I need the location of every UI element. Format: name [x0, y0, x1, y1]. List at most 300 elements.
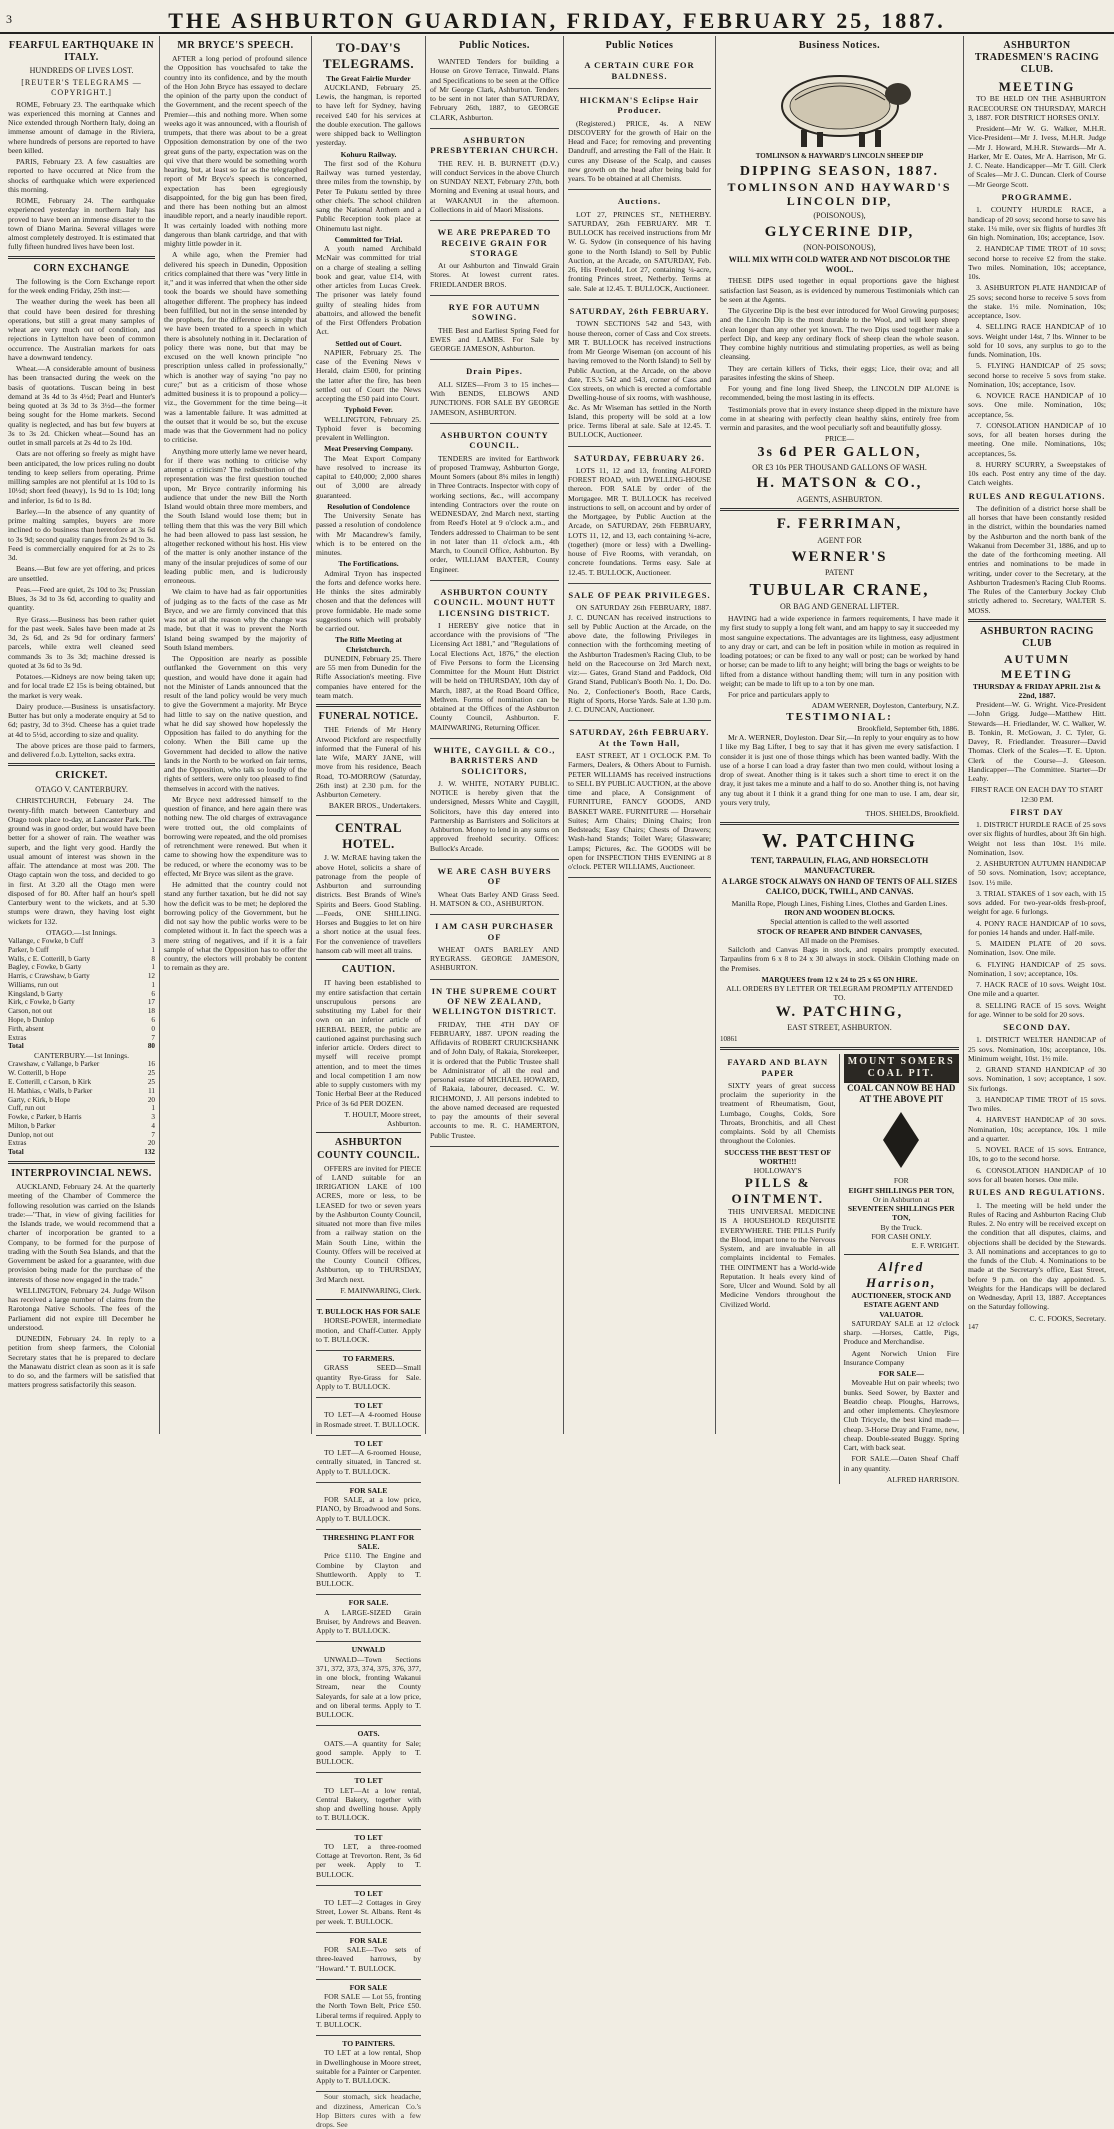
- notice-ad: [430, 296, 559, 360]
- notice-ad: [316, 1530, 421, 1596]
- notice-text: TO LET—A 4-roomed House in Rosmade street. T. BULLOCK.: [316, 1410, 421, 1429]
- programme-heading: PROGRAMME.: [1001, 191, 1073, 202]
- runs: 17: [147, 998, 155, 1007]
- testimonial-heading: TESTIMONIAL:: [786, 710, 893, 723]
- column-auctions: [564, 36, 716, 1434]
- patching-para: Sailcloth and Canvas Bags in stock, and repairs promptly executed. Tarpaulins from 6 x 8 to 24 x 30 always in stock. Oilskin Clothing made on the Premises.: [720, 945, 959, 973]
- runs: 18: [147, 1007, 155, 1016]
- corn-para: Barley.—In the absence of any quantity of prime malting samples, buyers are more inclined to do business than heretofore at 3s 6d to 3s 9d; second quality ranges from 2s 9d to 3s. Feed is commercially enquired for at 2s to 2s 3d.: [8, 506, 156, 563]
- patching-line: ALL ORDERS BY LETTER OR TELEGRAM PROMPTLY ATTENDED TO.: [726, 984, 953, 1003]
- fayard-text: SIXTY years of great success proclaim the superiority in the treatment of Rheumatism, Gout, Lumbago, Coughs, Colds, Sore Throats, Bronchitis, and all Chest complaints. Sold by all Chemists throughout the Colonies.: [720, 1080, 836, 1146]
- editorial-para: Mr Bryce next addressed himself to the question of finance, and here again there was nothing new. The old charges of extravagance were trotted out, the old complaints of borrowing were repeated, and the old promises of retrenchment were renewed. But when it came to showing how the expenditure was to be reduced, or where the economy was to be effected, Mr Bryce was silent as the grave.: [164, 794, 307, 878]
- notice-ad: [316, 1595, 421, 1642]
- race-entry: 3. TRIAL STAKES of 1 sov each, with 15 sovs added. For two-year-olds fresh-proof, weight for age. 6 furlongs.: [968, 888, 1106, 917]
- telegram-heading: Resolution of Condolence: [327, 501, 410, 511]
- notice-heading: SATURDAY, 26th FEBRUARY. At the Town Hall,: [569, 727, 710, 748]
- divider: [844, 1254, 960, 1255]
- ad-number: 147: [968, 1322, 979, 1331]
- testimonial-date: Brookfield, September 6th, 1886.: [857, 723, 959, 733]
- column-editorial: [160, 36, 312, 1434]
- notice-heading: OATS.: [357, 1729, 380, 1739]
- score-row: [8, 981, 155, 990]
- score-row: [8, 946, 155, 955]
- race-entry: 4. HARVEST HANDICAP of 30 sovs. Nomination, 10s; acceptance, 10s. 1 mile and a quarter.: [968, 1115, 1106, 1143]
- notice-heading: TO LET: [354, 1888, 383, 1898]
- patching-line: IRON AND WOODEN BLOCKS.: [784, 908, 895, 918]
- column-business: [716, 36, 964, 1484]
- batsman: Garty, c Kirk, b Hope: [8, 1095, 71, 1104]
- editorial-para: Anything more utterly lame we never heard, for if there was nothing to criticise why attempt a criticism? The redistribution of the representation was the first question touched upon, Mr Bryce contrarily informing his audience that under the new Bill the North Island would obtain three more members, and the South Island would lose them; but in telling them that this was the very Bill which he had been allowed to pass last session, he altogether reckoned without his host. His view of the matter is only another instance of the many of the insular prejudices of some of our leading public men, and is ludicrously erroneous.: [164, 446, 307, 586]
- notice-heading: WE ARE CASH BUYERS OF: [437, 865, 552, 887]
- editorial-para: A while ago, when the Premier had delivered his speech in Dunedin, Opposition critics complained that there was "very little in it," and it was inferred that when the other side took the boards we should have something altogether different. The prophecy has indeed been fulfilled, but not in the sense intended by the prophets, for the difference is simply that we have been treated to a speech in which there is absolutely nothing in it. Declaration of policy there was none, but that may be excused on the well known principle "no prescription unless called in professionally," which is another way of saying "no pay no cure;" but as a criticism of those whose admitted business it is to propound a policy—viz., the Government for the time being—it was a lamentable failure. It was admitted at the outset that it would be so, but the excuse made was that the Government had no policy to criticise.: [164, 250, 307, 445]
- telegram-text: NAPIER, February 25. The case of the Evening News v Herald, claim £500, for printing the latter after the fire, has been settled out of Court the News accepting the £50 paid into Court.: [316, 347, 421, 404]
- patching-address: EAST STREET, ASHBURTON.: [787, 1022, 892, 1032]
- notice-ad: [568, 721, 711, 878]
- werner-para: For price and particulars apply to: [728, 690, 830, 700]
- harrison-heading: Alfred Harrison,: [866, 1259, 937, 1291]
- autumn-officers: President—W. G. Wright. Vice-President—John Grigg. Judge—Matthew Hitt. Stewards—H. Friedlander, W. C. Walker, W. B. Tonkin, R. McGowan, J. C. Tyler, G. Davey, R. Friedlander. Treasurer—David Thomas. Clerk of the Scales—T. E. Upton. Clerk of the Course—J. Gleeson. Handicapper—The Committee. Starter—Dr Leahy.: [968, 700, 1106, 784]
- pills-heading: PILLS & OINTMENT.: [731, 1175, 824, 1207]
- notice-text: TO LET—At a low rental, Central Bakery, together with shop and dwelling house. Apply to T. BULLOCK.: [316, 1785, 421, 1823]
- notice-ad: [430, 980, 559, 1147]
- notice-ad: [568, 89, 711, 190]
- testimonial-signature: THOS. SHIELDS, Brookfield.: [865, 809, 959, 819]
- notice-text: EAST STREET, AT 1 O'CLOCK P.M. To Farmers, Dealers, & Others About to Furnish. PETER WILLIAMS has received instructions to SELL BY PUBLIC AUCTION, at the above time and place, A Consignment of FURNITURE, FANCY GOODS, AND BASKET WARE. FURNITURE — Horsehair Suites; Arm Chairs; Dining Chairs; Iron Bedsteads; Easy Chairs; Chests of Drawers; Wash-hand Stands; Toilet Ware; Glassware; Lamps; Pictures, &c. The GOODS will be open for INSPECTION THIS EVENING at 8 o'clock. PETER WILLIAMS, Auctioneer.: [568, 751, 711, 872]
- harrison-signature: ALFRED HARRISON.: [886, 1474, 959, 1484]
- harrison-text: SATURDAY SALE at 12 o'clock sharp. —Horses, Cattle, Pigs, Produce and Merchandise.: [843, 1318, 959, 1347]
- batsman: Milton, b Parker: [8, 1121, 56, 1130]
- notice-heading: IN THE SUPREME COURT OF NEW ZEALAND, WELLINGTON DISTRICT.: [431, 985, 558, 1017]
- racing-signature: C. C. FOOKS, Secretary.: [1029, 1313, 1106, 1323]
- notice-text: Price £110. The Engine and Combine by Clayton and Shuttleworth. Apply to T. BULLOCK.: [316, 1551, 421, 1589]
- divider: [316, 1299, 421, 1300]
- patching-stock: A LARGE STOCK ALWAYS ON HAND OF TENTS OF ALL SIZES CALICO, DUCK, TWILL, AND CANVAS.: [721, 877, 958, 897]
- notice-text: FOR SALE, at a low price, PIANO, by Broadwood and Sons. Apply to T. BULLOCK.: [316, 1495, 421, 1523]
- dip-para: THESE DIPS used together in equal proportions gave the highest satisfaction last Season, as is evidenced by numerous Testimonials which can be seen at the Agents.: [720, 276, 959, 304]
- masthead-title: THE ASHBURTON GUARDIAN, FRIDAY, FEBRUARY 25, 1887.: [168, 8, 946, 33]
- runs: 1: [151, 963, 155, 972]
- rules-heading: RULES AND REGULATIONS.: [968, 490, 1106, 501]
- notice-heading: ASHBURTON COUNTY COUNCIL. MOUNT HUTT LICENSING DISTRICT.: [433, 586, 556, 618]
- coal-for: FOR: [893, 1176, 909, 1186]
- racing-club-heading: ASHBURTON TRADESMEN'S RACING CLUB.: [974, 40, 1100, 76]
- patching-line: All made on the Premises.: [799, 935, 880, 945]
- testimonial-text: Mr A. WERNER, Doyleston. Dear Sir,—In reply to your enquiry as to how I like my Bag Lifter, I beg to say that it has given me every satisfaction. I consider it is just one of those things which has been wanted badly. With the use of a horse I can load a dray faster than two men could, without losing a drop of sweat. Another thing is it takes such a short time to erect it on the dray, it just takes me a minute and a half to do so. Another thing is, not having any tug about it I think it a grand thing for one man to use. I am, dear sir, yours very truly,: [720, 733, 959, 807]
- batsman: Fowke, c Parker, b Harris: [8, 1113, 82, 1122]
- patching-line: STOCK OF REAPER AND BINDER CANVASES,: [757, 926, 922, 936]
- notice-ad: [316, 1726, 421, 1773]
- cricket-heading: CRICKET.: [55, 770, 108, 782]
- notice-ad: [316, 1483, 421, 1530]
- corn-para: The following is the Corn Exchange report for the week ending Friday, 25th inst:—: [8, 276, 155, 296]
- race-entry: 5. NOVEL RACE of 15 sovs. Entrance, 10s, to go to the second horse.: [968, 1145, 1106, 1164]
- council-heading: ASHBURTON COUNTY COUNCIL.: [317, 1137, 420, 1161]
- public-notices-heading: Public Notices.: [459, 40, 530, 51]
- rules2-heading: RULES AND REGULATIONS.: [968, 1187, 1106, 1198]
- coal-and-harrison-ads: [844, 1054, 960, 1484]
- notice-text: THE Best and Earliest Spring Feed for EWES and LAMBS. For Sale by GEORGE JAMESON, Ashburton.: [430, 325, 559, 354]
- dip-para: Testimonials prove that in every instance sheep dipped in the mixture have come in at shearing with perfectly clean healthy skins, entirely free from vermin and parasites, and the wool peculiarly soft and beautifully glossy.: [720, 404, 959, 433]
- public-notices-heading: Public Notices: [605, 40, 674, 51]
- score-row: [8, 1096, 155, 1105]
- corn-para: Peas.—Feed are quiet, 2s 10d to 3s; Prussian Blues, 3s 3d to 3s 6d, according to quality and quantity.: [8, 584, 155, 613]
- column-public-notices: [426, 36, 564, 1434]
- canterbury-score-table: [8, 1060, 155, 1157]
- notice-heading: SATURDAY, FEBRUARY 26.: [574, 452, 705, 463]
- first-race-note: FIRST RACE ON EACH DAY TO START 12:30 P.M.: [970, 785, 1104, 804]
- score-row: [8, 1131, 155, 1140]
- notice-text: I HEREBY give notice that in accordance with the provisions of "The Licensing Act 1881," and "Regulations of Local Elections Act, 1876," the election of Five Persons to form the Licensing Committee for the Mount Hutt District will be held on THURSDAY, 10th day of March, 1887, at the Road Board Office, Methven. Forms of nomination can be obtained at the Offices of the Ashburton County Council, Ashburton. F. MAINWARING, Returning Officer.: [430, 620, 559, 732]
- race-entry: 1. DISTRICT HURDLE RACE of 25 sovs over six flights of hurdles, about 3ft 6in high. Weight not less than 10st. 1½ mile. Nomination, 1sov.: [968, 820, 1106, 857]
- race-entry: 8. SELLING RACE of 15 sovs. Weight for age. Winner to be sold for 20 sovs.: [968, 1000, 1106, 1019]
- race-entry: 4. SELLING RACE HANDICAP of 10 sovs. Weight under 14st, 7 lbs. Winner to be sold for 10 sovs, any surplus to go to the funds. Nomination, 10s.: [968, 322, 1106, 360]
- runs: 3: [151, 937, 155, 945]
- sheep-logo-label: TOMLINSON & HAYWARD'S LINCOLN SHEEP DIP: [755, 152, 924, 161]
- notice-heading: Auctions.: [617, 196, 662, 207]
- harrison-text: FOR SALE.—Oaten Sheaf Chaff in any quantity.: [843, 1454, 959, 1473]
- total-label: Total: [8, 1148, 24, 1157]
- corn-para: The above prices are those paid to farmers, and delivered f.o.b. Lyttelton, sacks extra.: [8, 740, 155, 760]
- telegram-heading: Kohuru Railway.: [340, 149, 397, 159]
- notice-ad: [430, 221, 559, 296]
- notice-heading: TO PAINTERS.: [342, 2039, 395, 2049]
- notice-ad: [430, 54, 559, 129]
- notice-heading: FOR SALE: [349, 1982, 388, 1992]
- notice-heading: TO LET: [354, 1438, 383, 1448]
- notice-ad: [316, 1304, 421, 1351]
- notice-heading: ASHBURTON COUNTY COUNCIL.: [440, 429, 549, 451]
- runs: 4: [151, 1121, 155, 1130]
- canterbury-innings-title: CANTERBURY.—1st Innings.: [33, 1051, 129, 1061]
- caution-signature: T. HOULT, Moore street, Ashburton.: [344, 1109, 421, 1129]
- notice-text: J. W. WHITE, NOTARY PUBLIC. NOTICE is hereby given that the undersigned, Messrs White and Caygill, Solicitors, have this day entered into Partnership as Barristers and Solicitors at Ashburton. Money to lend in any sums on approved freehold security. Offices: Bullock's Arcade.: [430, 778, 559, 853]
- notice-heading: FOR SALE.: [348, 1598, 389, 1608]
- notice-ad: [316, 2036, 421, 2092]
- runs: 25: [147, 1077, 155, 1086]
- rules2-text: 1. The meeting will be held under the Rules of Racing and Ashburton Racing Club Rules. 2. No entry will be received except on the condition that all disputes, claims, and objections shall be decided by the Stewards. 3. All nominations and acceptances to go to the funds of the Club. 4. Nominations to be made at the Secretary's office, East Street, before 9 p.m. on the day appointed. 5. Weights for the Handicaps will be declared on Wednesday, April 13, 1887. Acceptances on the Saturday following.: [968, 1200, 1106, 1312]
- second-day-list: [968, 1035, 1106, 1184]
- glycerine-dip-note: (NON-POISONOUS),: [803, 243, 876, 253]
- werner-agent-for: AGENT FOR: [817, 535, 862, 545]
- column-telegrams: [312, 36, 426, 2129]
- telegram-list: [316, 74, 421, 701]
- masthead: [0, 6, 1114, 34]
- council-text: OFFERS are invited for PIECE of LAND suitable for an IRRIGATION LAKE of 100 ACRES, more or less, to be LEASED for two or seven years by the Ashburton County Council, situated not more than five miles from a railway station on the Main South Line, within the County. Offers will be received at the County Council Offices, Ashburton, up to THURSDAY, 3rd March next.: [316, 1163, 421, 1284]
- notice-heading: RYE FOR AUTUMN SOWING.: [448, 301, 541, 323]
- pills-text: THIS UNIVERSAL MEDICINE IS A HOUSEHOLD REQUISITE EVERYWHERE. THE PILLS Purify the Blood, impart tone to the Nervous System, and are invaluable in all complaints incidental to Females. THE OINTMENT has a World-wide Reputation. It heals every kind of Sore, Ulcer and Wound. Sold by all Medicine Vendors throughout the Civilized World.: [720, 1207, 836, 1309]
- werner-para: HAVING had a wide experience in farmers requirements, I have made it my first study to supply a long felt want, and am happy to say it succeeded my most sanguine expectations. The advantages are its lightness, easy adjustment to any dray or cart, and can be left in position while in motion as required in loading potatoes; or can be fixed to any wall or post; can be worked by hand or horse; can be made to lift to any height; will bring the bags or weights to be lifted from a distance without handling them; will turn in any position with weight; can be made to lift up to a ton by one man.: [720, 614, 959, 688]
- patching-line: Special attention is called to the well assorted: [770, 917, 909, 927]
- batsman: Cuff, run out: [8, 1104, 46, 1113]
- notice-heading: WHITE, CAYGILL & CO., BARRISTERS AND SOLICITORS,: [433, 744, 556, 776]
- batsman: Kirk, c Fowke, b Garty: [8, 998, 75, 1007]
- otago-innings-title: OTAGO.—1st Innings.: [46, 927, 117, 937]
- notice-ad: [430, 360, 559, 423]
- harrison-text: Moveable Hut on pair wheels; two bunks. Seed Sower, by Baxter and Beatdio cheap. Ploughs, Harrows, and other implements. Cheylesmore Club Tricycle, the best kind made—cheap. 3-Horse Dray and Frame, new, cheap. Double-seated Buggy. Spring Cart, with back seat.: [843, 1378, 959, 1453]
- earthquake-para: PARIS, February 23. A few casualties are reported to have occurred at Nice from the shocks of earthquake which were experienced this morning.: [8, 157, 155, 194]
- notice-heading: ASHBURTON PRESBYTERIAN CHURCH.: [430, 134, 559, 156]
- coal-subheading: COAL CAN NOW BE HAD AT THE ABOVE PIT: [847, 1082, 956, 1104]
- notice-text: At our Ashburton and Tinwald Grain Stores. At lowest current rates. FRIEDLANDER BROS.: [430, 261, 559, 289]
- race-entry: 6. CONSOLATION HANDICAP of 10 sovs for all beaten horses. One mile.: [968, 1165, 1106, 1184]
- notice-heading: TO LET: [354, 1401, 383, 1411]
- notice-heading: Drain Pipes.: [466, 366, 523, 377]
- batsman: Hope, b Dunlop: [8, 1016, 55, 1025]
- dip-maker: TOMLINSON AND HAYWARD'S: [727, 179, 952, 194]
- intercolonial-para: AUCKLAND, February 24. At the quarterly meeting of the Chamber of Commerce the following resolution was carried on the Islands trade:—"That, in view of giving facilities for the Islands trade, we would recommend that a charter of incorporation be granted to a Company, to be formed for the purpose of trading with the South Sea Islands, and that the Government be asked for a guarantee, with due provision being made for the purchase of the interests of those now engaged in the trade.": [8, 1182, 155, 1284]
- notice-ad: [316, 1351, 421, 1398]
- notice-ad: [568, 300, 711, 447]
- notice-text: HORSE-POWER, intermediate motion, and Chaff-Cutter. Apply to T. BULLOCK.: [316, 1316, 421, 1344]
- dip-price: 3s 6d PER GALLON,: [757, 444, 922, 460]
- otago-score-table: [8, 937, 155, 1051]
- race-entry: 2. HANDICAP TIME TROT of 10 sovs; second horse to receive £2 from the stake. Two miles. Nomination, 10s; acceptance, 10s.: [968, 244, 1106, 282]
- telegram-text: WELLINGTON, February 25. Typhoid fever is becoming prevalent in Wellington.: [316, 414, 421, 443]
- runs: 1: [151, 980, 155, 989]
- ad-number: 10861: [720, 1034, 738, 1043]
- cricket-para: CHRISTCHURCH, February 24. The twenty-fifth match between Canterbury and Otago took place to-day, at Lancaster Park. The ground was in good order, but would have been better for a shower of rain. The weather was superb, and the light very good. Hardly the usual amount of interest was shown in the affair. The attendance at most was 200. The Otago captain won the toss, and decided to go in first. At 3.20 all the Otago men were disposed of for 80. After half an hour's spell Canterbury went to the wickets, and at 5.30 stumps were drawn, they having lost eight wickets for 132.: [8, 796, 155, 926]
- batsman: Firth, absent: [8, 1024, 44, 1033]
- fayard-heading: FAYARD AND BLAYN PAPER: [727, 1057, 829, 1078]
- telegram-text: Admiral Tryon has inspected the forts and defence works here. He thinks the sites admirably chosen and that the defences will prove formidable. He made some suggestions which will probably be carried out.: [316, 568, 421, 634]
- telegram-heading: The Fortifications.: [338, 559, 399, 569]
- notice-ad: [568, 584, 711, 721]
- race-entry: 7. CONSOLATION HANDICAP of 10 sovs, for all beaten horses during the meeting. One mile. Nominations, 10s; acceptances, 5s.: [968, 420, 1106, 458]
- earthquake-credit: [REUTER'S TELEGRAMS — COPYRIGHT.]: [21, 78, 142, 97]
- werner-signature: ADAM WERNER, Doyleston, Canterbury, N.Z.: [811, 701, 959, 711]
- score-row: [8, 955, 155, 964]
- telegram-text: The first sod of the Kohuru Railway was turned yesterday, three miles from the township, by Peter Te Pukutu settled by three other chiefs. The school children sang the National Anthem and a Public Reception took place at Ohinemutu last night.: [316, 158, 421, 233]
- runs: 20: [147, 1139, 155, 1148]
- notice-text: WANTED Tenders for building a House on Grove Terrace, Tinwald. Plans and Specifications to be seen at the Office of Mr George Clark, Ashburton. Tenders to be sent in not later than SATURDAY, February 26th, 1887, to GEORGE CLARK, Ashburton.: [430, 57, 559, 122]
- score-row: [8, 963, 155, 972]
- telegram-heading: Typhoid Fever.: [344, 405, 393, 415]
- dip-price-label: PRICE—: [824, 434, 855, 444]
- earthquake-para: ROME, February 23. The earthquake which was experienced this morning at Cannes and Nice extended through Northern Italy, doing an immense amount of damage in the Riviera, where hundreds of persons are reported to have been killed.: [8, 99, 155, 155]
- corn-para: Rye Grass.—Business has been rather quiet for the past week. Sales have been made at 2s 3d, 2s 6d, and 2s 9d for ordinary farmers' parcels, while extra well cleaned seed commands 3s to 3s 3d; machine dressed is quoted at 3s 6d to 3s 9d.: [8, 614, 155, 670]
- notice-text: (Registered.) PRICE, 4s. A NEW DISCOVERY for the growth of Hair on the Head and Face; for removing and preventing Dandruff, and arresting the Fall of the Hair. It cures any Disease of the Scalp, and causes new growth on the head after being bald for years. To be obtained at all Chemists.: [568, 118, 711, 184]
- notice-text: UNWALD—Town Sections 371, 372, 373, 374, 375, 376, 377, in one block, fronting Wakanui Stream, near the County Saleyards, for sale at a low price, and on liberal terms. Apply to T. BULLOCK.: [316, 1654, 421, 1720]
- score-row: [8, 1016, 155, 1025]
- batsman: Bagley, c Fowke, b Garty: [8, 963, 82, 972]
- telegram-heading: Meat Preserving Company.: [324, 444, 413, 454]
- corn-para: Potatoes.—Kidneys are now being taken up; and for local trade £2 15s is being obtained, but the market is very weak.: [8, 672, 155, 700]
- score-row: [8, 1060, 155, 1069]
- notice-text: ALL SIZES—From 3 to 15 inches—With BENDS, ELBOWS AND JUNCTIONS. FOR SALE BY GEORGE JAMESON, ASHBURTON.: [430, 379, 559, 417]
- race-entry: 8. HURRY SCURRY, a Sweepstakes of 10s each. Post entry any time of the day. Catch weights.: [968, 459, 1106, 488]
- notice-ad: [430, 860, 559, 915]
- notice-heading: TO FARMERS.: [342, 1354, 395, 1364]
- runs: 1: [151, 945, 155, 954]
- notice-ad: [430, 581, 559, 739]
- column-racing: [964, 36, 1110, 1434]
- divider: [720, 508, 959, 511]
- notice-heading: THRESHING PLANT FOR SALE.: [322, 1532, 415, 1552]
- batsman: Harris, c Crawshaw, b Garty: [8, 972, 90, 981]
- telegram-heading: The Great Fairlie Murder: [326, 73, 411, 83]
- autumn-club-heading: ASHBURTON RACING CLUB: [980, 625, 1094, 650]
- telegram-text: A youth named Archibald McNair was committed for trial on a charge of stealing a selling book and gear, value £14, with other articles from Lucas Creek. The prisoner was lately found guilty of stealing hides from abattoirs, and allowed the benefit of the First Offenders Probation Act.: [316, 244, 421, 337]
- dip-heading: DIPPING SEASON, 1887.: [739, 163, 940, 179]
- notice-heading: FOR SALE: [349, 1935, 388, 1945]
- divider: [316, 1132, 421, 1133]
- earthquake-subheading: HUNDREDS OF LIVES LOST.: [29, 66, 134, 76]
- editorial-body: [164, 54, 307, 973]
- batsman: Extras: [8, 1139, 27, 1148]
- notice-ad: [568, 447, 711, 584]
- notice-text: TO LET, a three-roomed Cottage at Trevorton. Rent, 3s 6d per week. Apply to T. BULLOCK.: [316, 1841, 421, 1879]
- divider: [720, 1047, 959, 1050]
- score-row: [8, 937, 155, 946]
- notice-ad: [316, 1933, 421, 1980]
- notice-text: LOTS 11, 12 and 13, fronting ALFORD FOREST ROAD, with DWELLING-HOUSE thereon. FOR SALE by order of the Mortgagee. MR T. BULLOCK has received instructions to sell, on account and by order of the Mortgagee, by Public Auction at the Arcade, on SATURDAY, 26th FEBRUARY, LOTS 11, 12, and 13, each containing ¼-acre, (together) (more or less) with a Dwelling-house of Five Rooms, with verandah, on concrete foundations. Terms easy. Sale at 12.45. T. BULLOCK, Auctioneer.: [568, 465, 711, 577]
- cricket-subheading: OTAGO V. CANTERBURY.: [35, 784, 128, 794]
- notice-text: OATS.—A quantity for Sale; good sample. Apply to T. BULLOCK.: [316, 1738, 421, 1767]
- notice-text: WHEAT OATS BARLEY AND RYEGRASS. GEORGE JAMESON, ASHBURTON.: [430, 944, 559, 973]
- corn-para: The weather during the week has been all that could have been desired for threshing operations, but still a great many samples of wheat are very much out of condition, and rejections in Lyttelton have been of common occurrence. The Australian markets for oats have a downward tendency.: [8, 297, 155, 362]
- werner-agent: F. FERRIMAN,: [776, 516, 903, 533]
- patching-signature: W. PATCHING,: [775, 1003, 904, 1020]
- notice-text: Wheat Oats Barley AND Grass Seed. H. MATSON & CO., ASHBURTON.: [430, 889, 559, 908]
- divider: [316, 959, 421, 960]
- caution-heading: CAUTION.: [341, 964, 396, 976]
- telegram-heading: Settled out of Court.: [335, 338, 402, 348]
- score-row: [8, 1069, 155, 1078]
- notice-heading: WE ARE PREPARED TO RECEIVE GRAIN FOR STORAGE: [437, 227, 552, 258]
- runs: 1: [151, 1104, 155, 1113]
- werner-product-sub: OR BAG AND GENERAL LIFTER.: [779, 602, 900, 612]
- notice-ad: [316, 1886, 421, 1933]
- notice-heading: UNWALD: [351, 1645, 386, 1655]
- werner-name: WERNER'S: [791, 548, 888, 565]
- notice-heading: SATURDAY, 26th FEBRUARY.: [569, 305, 710, 316]
- intercolonial-heading: INTERPROVINCIAL NEWS.: [11, 1168, 152, 1179]
- race-entry: 1. COUNTY HURDLE RACE, a handicap of 20 sovs; second horse to save his stake. 1¼ mile, over six flights of hurdles 3ft 6in high. Nomination, 10s; acceptance, 1sov.: [968, 205, 1106, 243]
- divider: [316, 704, 421, 707]
- total-label: Total: [8, 1042, 24, 1051]
- runs: 8: [151, 954, 155, 963]
- autumn-date: THURSDAY & FRIDAY APRIL 21st & 22nd, 1887.: [972, 681, 1102, 700]
- notice-text: THE REV. H. B. BURNETT (D.V.) will conduct Services in the above Church on SUNDAY NEXT, February 27th, both Morning and Evening at usual hours, and at WAKANUI in the afternoon. Collections in aid of Maori Missions.: [430, 158, 559, 214]
- lincoln-dip-note: (POISONOUS),: [813, 211, 866, 221]
- race-entry: 1. DISTRICT WELTER HANDICAP of 25 sovs. Nomination, 10s; acceptance, 10s. Minimum weight, 10st. 1½ mile.: [968, 1035, 1106, 1063]
- first-day-heading: FIRST DAY: [1010, 806, 1064, 817]
- editorial-para: AFTER a long period of profound silence the Opposition has vouchsafed to take the country into its confidence, and by the mouth of the Hon John Bryce has essayed to declare the opinion of the party upon the conduct of the Government, and the recent speech of the Premier—this and nothing more. When some weeks ago it was announced, with a flourish of trumpets, that there was about to be a great Opposition demonstration by one of the two great guns of the party, expectation was on the qui vive that there would be something worth hearing, but, at least so far as the telegraphed report of Mr Bryce's speech is concerned, expectation has been egregiously disappointed, for the big gun has been fired, and there has been nothing but an almost inaudible report, and a nearly inaudible report. It was certainly loaded with nothing more dangerous than blank cartridge, and that with mighty little powder in it.: [164, 54, 307, 249]
- notice-heading: TO LET: [354, 1832, 383, 1842]
- score-row: [8, 1139, 155, 1148]
- dip-agents-sub: AGENTS, ASHBURTON.: [796, 494, 883, 504]
- runs: 7: [151, 1130, 155, 1139]
- pills-tagline: SUCCESS THE BEST TEST OF WORTH!!!: [724, 1147, 832, 1166]
- bottom-ads: [720, 1054, 959, 1484]
- score-row: [8, 1025, 155, 1034]
- notice-ad: [316, 1398, 421, 1436]
- editorial-para: We claim to have had as fair opportunities of judging as to the facts of the case as Mr Bryce, and we are firmly convinced that this was not at all the reason why the change was made, but that it was to prevent the North Island being swamped by the majority of South Island members.: [164, 587, 307, 652]
- divider: [8, 256, 155, 259]
- race-entry: 7. HACK RACE of 10 sovs. Weight 10st. One mile and a quarter.: [968, 980, 1106, 999]
- editorial-para: He admitted that the country could not stand any further taxation, but he did not say how the deficit was to be met; he deplored the borrowing policy of the Government, but he did not say how the public works were to be completed without it. In fact the speech was a mere string of negatives, and if it is a fair sample of what the Opposition has to offer the country, the electors will probably be content to remain as they are.: [164, 880, 307, 973]
- notice-text: TO LET—2 Cottages in Grey Street, Lower St. Albans. Rent 4s per week. T. BULLOCK.: [316, 1898, 421, 1926]
- earthquake-heading: FEARFUL EARTHQUAKE IN ITALY.: [8, 40, 155, 64]
- auction-list: [568, 54, 711, 878]
- dip-para: The Glycerine Dip is the best ever introduced for Wool Growing purposes; and the Lincoln Dip is the most durable to the Wool, and will keep sheep clean longer than any other yet known. The two Dips used together make a perfect Dip, and keep any ordinary flock of sheep clean the whole season. They combine highly nutritious and stimulating properties, as well as being cleansing.: [720, 306, 959, 362]
- dip-para: For young and fine long lived Sheep, the LINCOLN DIP ALONE is recommended, being the most lasting in its effects.: [720, 384, 959, 403]
- score-row: [8, 1034, 155, 1043]
- intercolonial-para: DUNEDIN, February 24. In reply to a petition from sheep farmers, the Colonial Secretary states that he is prepared to declare the Manawatu district clean as soon as it is safe to do so, and the farmers will be satisfied that matters progress satisfactorily this season.: [8, 1334, 155, 1390]
- coal-heading: MOUNT SOMERS COAL PIT.: [844, 1054, 960, 1082]
- dip-price-sub: OR £3 10s PER THOUSAND GALLONS OF WASH.: [752, 462, 927, 472]
- hotel-text: J. W. McRAE having taken the above Hotel, solicits a share of patronage from the people of Ashburton and surrounding districts. Best Brands of Wine's Spirits and Beers. Good Stabling.—Feeds, ONE SHILLING. Horses and Buggies to let on hire a short notice at the usual fees. For the convenience of travellers hansom cab will meet all trains.: [316, 853, 421, 955]
- business-heading: Business Notices.: [798, 40, 881, 51]
- notice-text: FOR SALE—Two sets of three-leaved harrows, by "Howard." T. BULLOCK.: [316, 1945, 421, 1973]
- coal-line: FOR CASH ONLY.: [871, 1231, 932, 1241]
- telegram-text: AUCKLAND, February 25. Lewis, the hangman, is reported to have left for Sydney, having received £40 for his services at the double execution. The gallows were shipped back to Wellington yesterday.: [316, 82, 421, 148]
- editorial-para: The Opposition are nearly as possible outflanked the Government on this very question, and would have done it again had not the Minister of Lands announced that the result of the land policy would be very much to give the Government a majority. Mr Bryce had little to say on the native question, and what he did say showed how hopelessly the Opposition has failed to do anything for the colony. When the Bill came up the Government had decided to allow the native lands in the North to be worked on fair terms, and the Opposition, who talk so loudly of the rights of settlers, were only too pleased to find themselves in accord with the natives.: [164, 654, 307, 793]
- divider: [8, 1161, 155, 1164]
- column-news: [4, 36, 160, 1434]
- notice-text: TENDERS are invited for Earthwork of proposed Tramway, Ashburton Gorge, Mount Somers (about 8¼ miles in length) in Three Contracts. Inspector with copy of working sections, &c., will accompany intending Contractors over the route on WEDNESDAY, 2nd March next, starting from Reed's Hotel at 9 o'clock a.m., and Tenders addressed to Chairman to be sent in not later than 11 o'clock a.m., 4th March, to Council Office, Ashburton. By order, WILLIAM BAXTER, County Engineer.: [430, 453, 559, 574]
- patching-heading: W. PATCHING: [762, 830, 917, 853]
- notice-ad: [568, 54, 711, 89]
- pills-maker: HOLLOWAY'S: [753, 1166, 802, 1176]
- score-row: [8, 1113, 155, 1122]
- intercolonial-para: WELLINGTON, February 24. Judge Wilson has received a large number of claims from the Rarotonga Native Schools. The fees of the Parliament did not expire till December he understood.: [8, 1285, 155, 1332]
- coal-diamond-icon: [881, 1110, 921, 1170]
- score-row: [8, 990, 155, 999]
- notice-text: FOR SALE — Lot 55, fronting the North Town Belt, Price £50. Liberal terms if required. Apply to T. BULLOCK.: [316, 1992, 421, 2029]
- notice-heading: FOR SALE: [349, 1485, 388, 1495]
- race-entry: 5. FLYING HANDICAP of 25 sovs; second horse to receive 5 sovs from stake. Nomination, 10s; acceptance, 1sov.: [968, 361, 1106, 389]
- race-entry: 6. NOVICE RACE HANDICAP of 10 sovs. One mile. Nomination, 10s; acceptance, 5s.: [968, 391, 1106, 419]
- race-entry: 2. ASHBURTON AUTUMN HANDICAP of 50 sovs. Nomination, 1sov; acceptance, 1sov. 1½ mile.: [968, 859, 1106, 887]
- race-entry: 3. ASHBURTON PLATE HANDICAP of 25 sovs; second horse to receive 5 sovs from the stake. 1½ mile. Nomination, 10s; acceptance, 1sov.: [968, 283, 1106, 321]
- notice-heading: TO LET: [354, 1776, 383, 1786]
- patching-line: MARQUEES from 12 x 24 to 25 x 65 ON HIRE.: [761, 974, 918, 984]
- hotel-heading: CENTRAL HOTEL.: [334, 819, 403, 851]
- total-runs: 80: [147, 1042, 155, 1051]
- runs: 20: [147, 1095, 155, 1104]
- runs: 7: [151, 1033, 155, 1042]
- coal-line: Or in Ashburton at: [872, 1194, 930, 1204]
- telegram-text: DUNEDIN, February 25. There are 55 men from Dunedin for the Rifle Association's meeting. Five companies have entered for the team match.: [316, 653, 421, 700]
- telegrams-heading: TO-DAY'S TELEGRAMS.: [322, 40, 415, 71]
- batsman: Carson, not out: [8, 1007, 53, 1016]
- batsman: Crawshaw, c Vallange, b Parker: [8, 1060, 100, 1069]
- batsman: W. Cotterill, b Hope: [8, 1069, 67, 1078]
- notice-text: FRIDAY, THE 4TH DAY OF FEBRUARY, 1887. UPON reading the Affidavits of ROBERT CRUICKSHANK and of John Daly, of Rakaia, Storekeeper, it is ordered that the Public Trustee shall be Administrator of all the real and personal estate of MICHAEL HOWARD, of Rakaia, labourer, deceased. C. W. RICHMOND, J. All persons indebted to the above named deceased are requested to pay the amounts of their several accounts to me. R. C. HAMERTON, Public Trustee.: [430, 1019, 559, 1140]
- score-row: [8, 1122, 155, 1131]
- runs: 6: [151, 1016, 155, 1025]
- coal-price: SEVENTEEN SHILLINGS PER TON,: [847, 1204, 955, 1223]
- glycerine-dip: GLYCERINE DIP,: [764, 223, 915, 240]
- notice-text: TOWN SECTIONS 542 and 543, with house thereon, corner of Cass and Cox streets. MR T. BULLOCK has received instructions from Mr George Wiseman (on account of his having removed to the North Island) to Sell by Public Auction, at the Arcade, on the above date, T.S.'s 542 and 543, corner of Cass and Cox streets, on which is erected a comfortable Dwelling-house of six rooms, with washhouse, &c. As Mr Wiseman has settled in the North Island, this property will be sold at a low price. Terms liberal at sale. Sale at 12.45. T. BULLOCK, Auctioneer.: [568, 319, 711, 440]
- divider: [720, 822, 959, 825]
- officers-text: President—Mr W. G. Walker, M.H.R. Vice-President—Mr J. Ivess, M.H.R. Judge—Mr J. Howard, M.H.R. Stewards—Mr A. Harker, Mr E. Oates, Mr A. Harrison, Mr G. J. C. Neate. Handicapper—Mr T. Gill. Clerk of Scales—Mr J. C. Duncan. Clerk of Course—Mr George Scott.: [968, 124, 1106, 189]
- dip-agents: H. MATSON & CO.,: [756, 475, 923, 492]
- notice-ad: [430, 739, 559, 860]
- notice-ad: [316, 1436, 421, 1483]
- harrison-text: Agent Norwich Union Fire Insurance Company: [843, 1348, 959, 1367]
- score-row: [8, 1087, 155, 1096]
- pills-ad: [720, 1054, 840, 1484]
- batsman: Vallange, c Fowke, b Cuff: [8, 937, 84, 945]
- divider: [968, 619, 1106, 622]
- notice-text: TO LET—A 6-roomed House, centrally situated, in Tancred st. Apply to T. BULLOCK.: [316, 1448, 421, 1476]
- corn-para: Oats are not offering so freely as might have been anticipated, the low prices ruling no doubt tending to keep sellers from operating. Prime milling samples are not plentiful at 1s 10d to 1s 10½d; short feed (heavy), 1s 9d to 1s 10d; long and inferior, 1s 6d to 1s 8d.: [8, 449, 155, 505]
- first-day-list: [968, 820, 1106, 1019]
- notice-heading: A CERTAIN CURE FOR BALDNESS.: [584, 60, 695, 81]
- footer-notice: Sour stomach, sick headache, and dizziness, American Co.'s Hop Bitters cures with a few drops. See: [316, 2092, 421, 2129]
